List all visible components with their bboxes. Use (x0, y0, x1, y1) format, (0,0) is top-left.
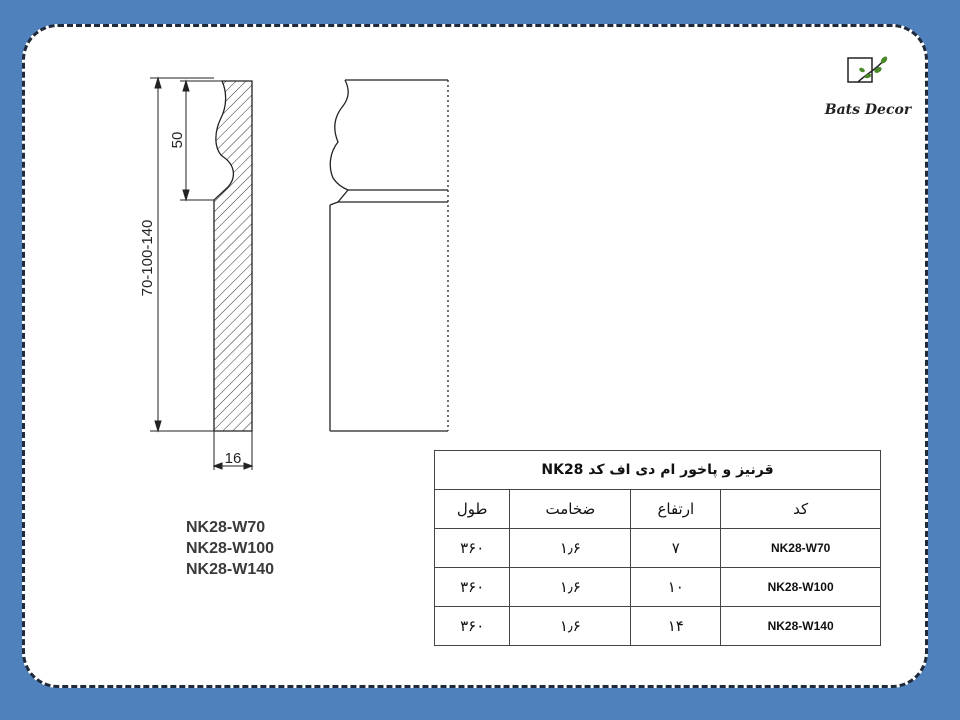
header-code: کد (721, 490, 881, 529)
dim-profile-height-label: 50 (169, 131, 186, 149)
header-length: طول (435, 490, 510, 529)
product-code: NK28-W100 (186, 540, 275, 557)
cell-height: ۱۴ (631, 607, 721, 646)
spec-table (434, 450, 881, 646)
dim-total-height-label: 70-100-140 (139, 219, 156, 297)
product-codes-list (186, 517, 274, 580)
brand-logo (818, 50, 918, 118)
product-code: NK28-W140 (186, 561, 275, 578)
table-header-row (435, 490, 881, 529)
table-title: قرنیز و پاخور ام دی اف کد NK28 (435, 451, 881, 490)
header-thickness: ضخامت (510, 490, 631, 529)
cell-length: ۳۶۰ (435, 607, 510, 646)
dim-thickness-label: 16 (224, 450, 242, 467)
cell-code: NK28-W140 (721, 607, 881, 646)
dimension-total-height (150, 78, 214, 431)
cell-code: NK28-W100 (721, 568, 881, 607)
table-row (435, 568, 881, 607)
cell-height: ۷ (631, 529, 721, 568)
table-row (435, 529, 881, 568)
brand-name: Bats Decor (824, 102, 912, 118)
product-code: NK28-W70 (186, 519, 266, 536)
profile-section (214, 81, 252, 431)
cell-length: ۳۶۰ (435, 529, 510, 568)
cell-code: NK28-W70 (721, 529, 881, 568)
table-row (435, 607, 881, 646)
cell-thickness: ۱٫۶ (510, 568, 631, 607)
table-title-row (435, 451, 881, 490)
header-height: ارتفاع (631, 490, 721, 529)
cell-length: ۳۶۰ (435, 568, 510, 607)
cell-thickness: ۱٫۶ (510, 529, 631, 568)
cell-thickness: ۱٫۶ (510, 607, 631, 646)
cell-height: ۱۰ (631, 568, 721, 607)
front-view (330, 80, 448, 431)
